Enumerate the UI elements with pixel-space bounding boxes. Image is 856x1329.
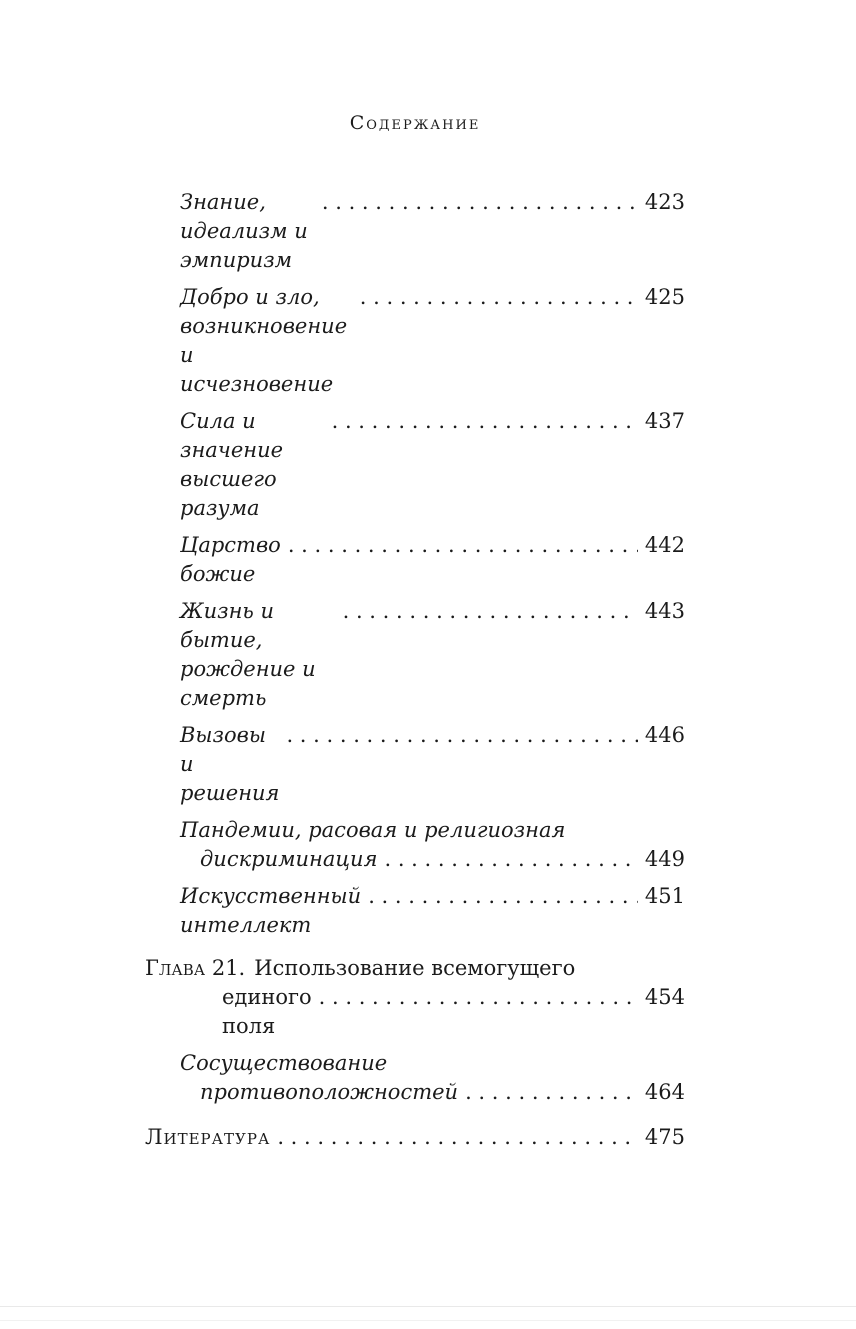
toc-row bbox=[145, 721, 685, 808]
toc-entry-page: 442 bbox=[644, 533, 685, 557]
dot-leader bbox=[343, 597, 638, 626]
table-of-contents bbox=[145, 188, 685, 1160]
toc-entry bbox=[145, 721, 685, 808]
toc-entry-page: 423 bbox=[644, 190, 685, 214]
dot-leader bbox=[360, 283, 638, 312]
toc-entry-page: 454 bbox=[644, 985, 685, 1009]
dot-leader bbox=[286, 721, 637, 750]
toc-entry-title-line1: Пандемии, расовая и религиозная bbox=[180, 818, 566, 842]
dot-leader bbox=[277, 1123, 638, 1152]
toc-entry-title: Литература bbox=[145, 1125, 271, 1149]
dot-leader bbox=[288, 531, 638, 560]
toc-entry-title: Царство божие bbox=[180, 533, 281, 586]
toc-row bbox=[145, 1049, 685, 1078]
toc-row bbox=[145, 188, 685, 275]
toc-entry-page: 437 bbox=[644, 409, 685, 433]
toc-entry-title-line1: Использование всемогущего bbox=[254, 956, 576, 980]
dot-leader bbox=[319, 983, 638, 1012]
page-edge-artifact bbox=[0, 1320, 856, 1321]
toc-entry-page: 451 bbox=[644, 884, 685, 908]
toc-entry-title: Вызовы и решения bbox=[180, 723, 280, 805]
toc-entry bbox=[145, 407, 685, 523]
page-edge-artifact bbox=[0, 1306, 856, 1307]
dot-leader bbox=[465, 1078, 638, 1107]
toc-entry-page: 464 bbox=[644, 1080, 685, 1104]
toc-row bbox=[145, 407, 685, 523]
toc-entry-literature bbox=[145, 1123, 685, 1152]
toc-row-continuation bbox=[145, 845, 685, 874]
toc-entry-page: 443 bbox=[644, 599, 685, 623]
toc-entry bbox=[145, 816, 685, 874]
dot-leader bbox=[368, 882, 638, 911]
toc-row bbox=[145, 283, 685, 399]
toc-entry-page: 446 bbox=[644, 723, 685, 747]
toc-entry-title: Жизнь и бытие, рождение и смерть bbox=[180, 599, 316, 710]
toc-entry-title-line1: Сосуществование bbox=[180, 1051, 388, 1075]
toc-entry-page: 449 bbox=[644, 847, 685, 871]
dot-leader bbox=[322, 188, 638, 217]
toc-entry-page: 425 bbox=[644, 285, 685, 309]
toc-entry-title: Искусственный интеллект bbox=[180, 884, 362, 937]
toc-entry-title-line2: дискриминация bbox=[200, 847, 378, 871]
toc-entry-page: 475 bbox=[644, 1125, 685, 1149]
toc-row bbox=[145, 531, 685, 589]
toc-row bbox=[145, 1123, 685, 1152]
toc-entry-title: Сила и значение высшего разума bbox=[180, 409, 284, 520]
dot-leader bbox=[384, 845, 637, 874]
toc-entry bbox=[145, 1049, 685, 1107]
toc-row bbox=[145, 816, 685, 845]
toc-entry-title: Знание, идеализм и эмпиризм bbox=[180, 190, 308, 272]
dot-leader bbox=[332, 407, 638, 436]
toc-entry-chapter bbox=[145, 954, 685, 1041]
toc-row bbox=[145, 882, 685, 940]
toc-row bbox=[145, 597, 685, 713]
toc-row bbox=[145, 954, 685, 983]
toc-entry-title-line2: единого поля bbox=[222, 985, 312, 1038]
toc-entry bbox=[145, 531, 685, 589]
page-title: Содержание bbox=[349, 112, 481, 134]
toc-entry bbox=[145, 283, 685, 399]
toc-entry bbox=[145, 188, 685, 275]
toc-row-continuation bbox=[145, 1078, 685, 1107]
toc-entry-title: Добро и зло, возникновение и исчезновение bbox=[180, 285, 348, 396]
toc-entry bbox=[145, 882, 685, 940]
toc-row-continuation bbox=[145, 983, 685, 1041]
toc-entry-title-line2: противоположностей bbox=[200, 1080, 459, 1104]
toc-entry bbox=[145, 597, 685, 713]
chapter-number-label: Глава 21. bbox=[145, 956, 246, 980]
